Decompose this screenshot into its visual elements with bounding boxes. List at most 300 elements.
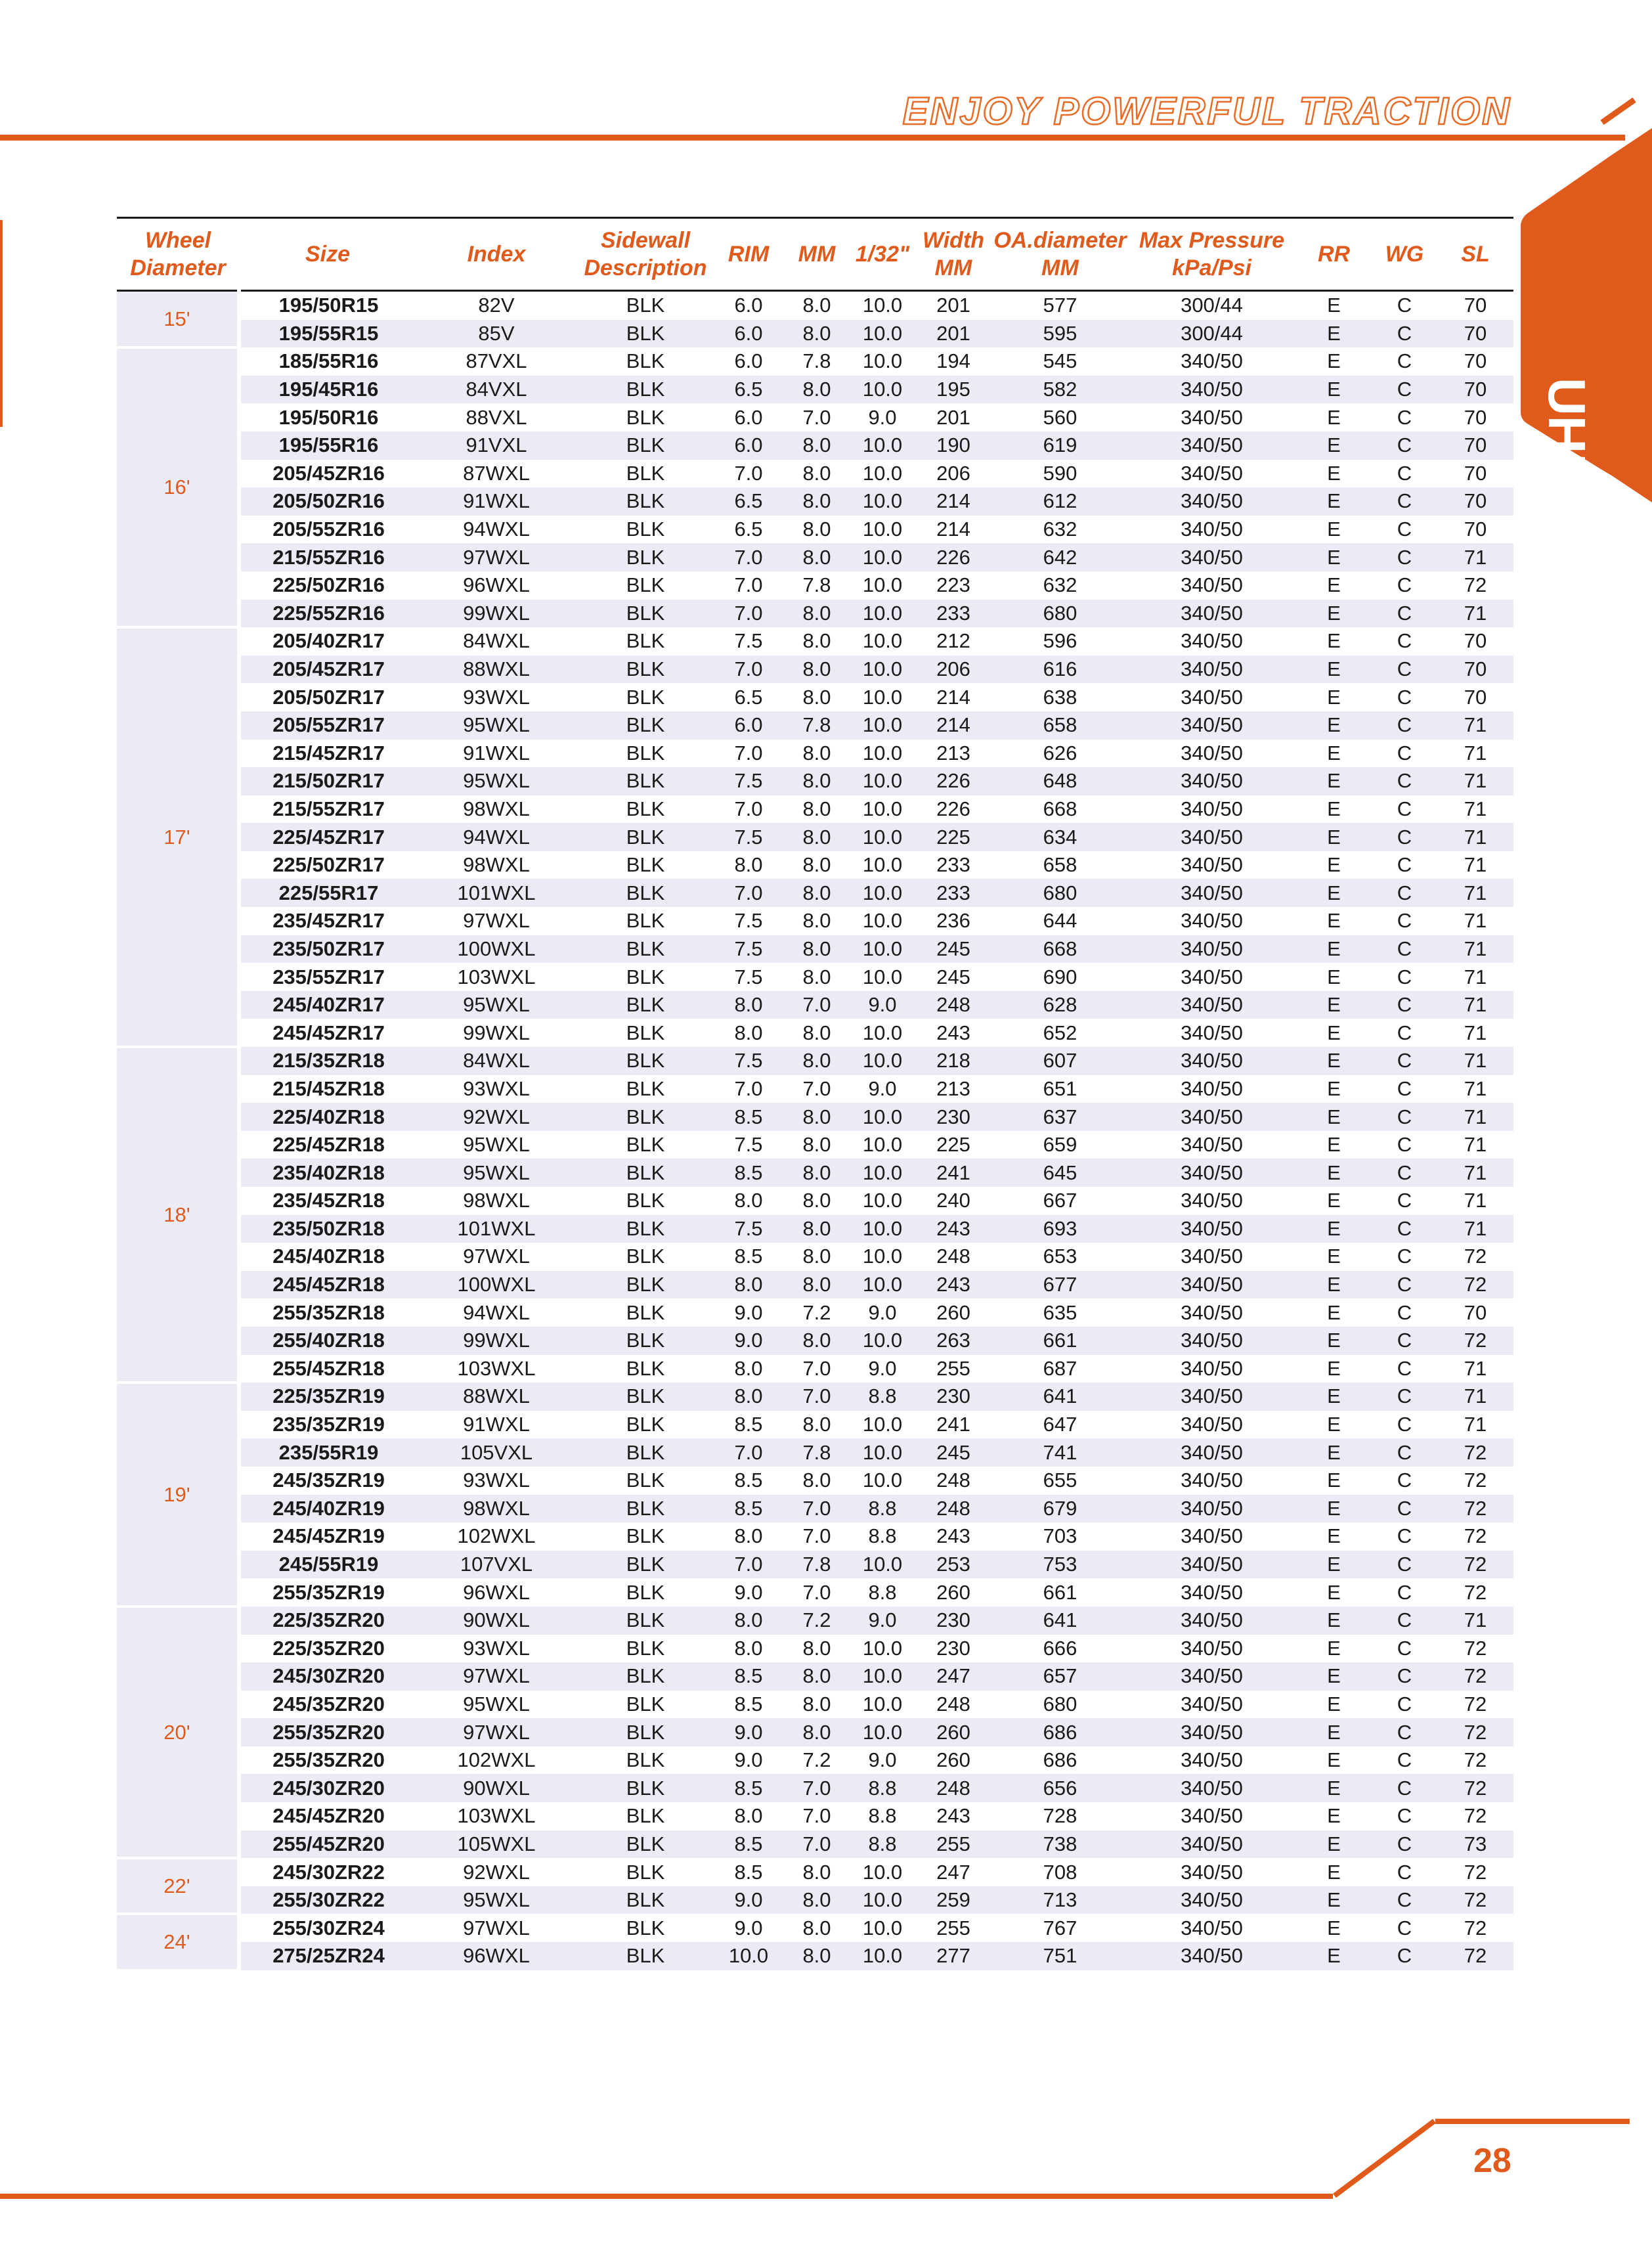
cell-mm: 7.0 [802, 1076, 831, 1100]
cell-sidewall: BLK [576, 543, 714, 571]
cell-oa-diameter: 738 [993, 1830, 1127, 1859]
cell-depth: 10.0 [862, 797, 903, 820]
cell-index: 107VXL [416, 1551, 576, 1579]
col-header-diameter: Wheel Diameter [117, 218, 239, 291]
cell-size: 225/35ZR20 [272, 1636, 385, 1660]
cell-rim: 8.5 [714, 1830, 783, 1859]
cell-width: 225 [914, 823, 993, 851]
cell-sl: 70 [1464, 294, 1487, 317]
cell-max-pressure: 340/50 [1181, 1916, 1243, 1939]
cell-sl: 72 [1464, 1469, 1487, 1492]
cell-rim: 8.0 [714, 991, 783, 1019]
cell-wg: C [1372, 543, 1437, 571]
table-row [117, 1215, 1513, 1243]
cell-width: 243 [914, 1215, 993, 1243]
cell-sl: 71 [1437, 600, 1513, 628]
cell-rr: E [1296, 320, 1372, 348]
cell-oa-diameter: 686 [1043, 1748, 1077, 1772]
cell-index: 84WXL [463, 629, 530, 653]
cell-wg: C [1372, 1327, 1437, 1355]
cell-sidewall: BLK [626, 294, 665, 317]
cell-wg: C [1372, 1718, 1437, 1746]
cell-wg: C [1397, 1860, 1412, 1884]
cell-wg: C [1397, 1189, 1412, 1212]
cell-sl: 71 [1437, 823, 1513, 851]
cell-index: 93WXL [463, 1469, 530, 1492]
cell-oa-diameter: 668 [1043, 797, 1077, 820]
cell-sl: 72 [1464, 1748, 1487, 1772]
cell-sidewall: BLK [626, 349, 665, 373]
cell-rim: 7.0 [734, 573, 763, 597]
cell-mm: 7.0 [802, 1356, 831, 1380]
cell-rim: 7.0 [714, 1551, 783, 1579]
table-row [117, 1327, 1513, 1355]
cell-size: 205/45ZR16 [272, 461, 385, 485]
cell-size: 195/50R16 [278, 405, 379, 429]
cell-mm: 8.0 [783, 1718, 851, 1746]
cell-oa-diameter: 596 [1043, 629, 1077, 653]
table-row [117, 1411, 1513, 1439]
cell-width: 214 [936, 685, 970, 709]
cell-rim: 7.0 [714, 655, 783, 684]
cell-max-pressure: 340/50 [1127, 1606, 1296, 1635]
cell-sl: 70 [1437, 655, 1513, 684]
table-row [117, 795, 1513, 824]
cell-mm: 8.0 [783, 320, 851, 348]
cell-sl: 72 [1464, 1860, 1487, 1884]
cell-depth: 10.0 [862, 294, 903, 317]
cell-wg: C [1397, 909, 1412, 933]
cell-depth: 10.0 [851, 655, 914, 684]
cell-index: 90WXL [416, 1774, 576, 1802]
cell-depth: 10.0 [851, 1047, 914, 1075]
cell-depth: 10.0 [862, 965, 903, 988]
cell-index: 98WXL [463, 797, 530, 820]
cell-rim: 6.0 [734, 405, 763, 429]
cell-width: 206 [936, 461, 970, 485]
cell-sl: 72 [1464, 573, 1487, 597]
cell-max-pressure: 340/50 [1127, 1215, 1296, 1243]
cell-max-pressure: 340/50 [1127, 655, 1296, 684]
cell-size: 255/30ZR22 [239, 1886, 416, 1915]
cell-rim: 9.0 [734, 1748, 763, 1772]
cell-rim: 7.0 [734, 797, 763, 820]
cell-sidewall: BLK [626, 1021, 665, 1044]
table-row [117, 907, 1513, 935]
cell-width: 243 [936, 1804, 970, 1828]
cell-wg: C [1397, 349, 1412, 373]
cell-mm: 8.0 [802, 1189, 831, 1212]
cell-sl: 71 [1437, 935, 1513, 963]
cell-sl: 71 [1464, 1413, 1487, 1436]
cell-index: 91WXL [463, 741, 530, 764]
cell-rr: E [1327, 1469, 1341, 1492]
cell-index: 94WXL [416, 823, 576, 851]
cell-max-pressure: 340/50 [1127, 1327, 1296, 1355]
cell-size: 205/50ZR17 [272, 685, 385, 709]
cell-oa-diameter: 680 [1043, 1692, 1077, 1716]
cell-depth: 10.0 [862, 1916, 903, 1939]
cell-mm: 8.0 [802, 1860, 831, 1884]
cell-depth: 8.8 [851, 1830, 914, 1859]
cell-rim: 7.5 [714, 767, 783, 795]
cell-sidewall: BLK [576, 1830, 714, 1859]
cell-wg: C [1397, 1469, 1412, 1492]
cell-mm: 8.0 [802, 909, 831, 933]
cell-oa-diameter: 661 [1043, 1580, 1077, 1604]
cell-sl: 72 [1437, 1886, 1513, 1915]
cell-wg: C [1397, 741, 1412, 764]
cell-index: 91WXL [463, 1413, 530, 1436]
cell-max-pressure: 340/50 [1181, 1636, 1243, 1660]
cell-rim: 8.0 [734, 1524, 763, 1548]
cell-mm: 7.0 [802, 1804, 831, 1828]
cell-rim: 9.0 [734, 1916, 763, 1939]
cell-width: 225 [936, 1133, 970, 1157]
cell-sidewall: BLK [626, 629, 665, 653]
cell-sidewall: BLK [576, 376, 714, 404]
cell-size: 205/50ZR16 [239, 487, 416, 516]
cell-width: 194 [936, 349, 970, 373]
cell-rim: 6.5 [714, 376, 783, 404]
cell-width: 230 [914, 1103, 993, 1131]
cell-wg: C [1397, 1413, 1412, 1436]
cell-rr: E [1327, 1356, 1341, 1380]
cell-size: 195/55R16 [239, 432, 416, 460]
cell-rim: 8.0 [734, 853, 763, 877]
cell-wg: C [1397, 405, 1412, 429]
cell-wg: C [1397, 1916, 1412, 1939]
cell-rr: E [1327, 1245, 1341, 1268]
page-number: 28 [1473, 2142, 1511, 2180]
table-row [117, 1886, 1513, 1915]
cell-max-pressure: 340/50 [1181, 1469, 1243, 1492]
cell-depth: 9.0 [868, 1356, 897, 1380]
cell-oa-diameter: 635 [1043, 1300, 1077, 1324]
cell-sidewall: BLK [626, 1748, 665, 1772]
cell-index: 93WXL [463, 1076, 530, 1100]
cell-wg: C [1372, 1495, 1437, 1523]
cell-rr: E [1327, 1748, 1341, 1772]
cell-rim: 8.5 [714, 1159, 783, 1187]
cell-width: 233 [914, 879, 993, 907]
cell-rim: 8.0 [734, 1356, 763, 1380]
cell-index: 102WXL [457, 1748, 536, 1772]
cell-index: 101WXL [416, 879, 576, 907]
left-edge-accent [0, 220, 3, 427]
cell-depth: 10.0 [862, 1469, 903, 1492]
cell-size: 215/45ZR17 [272, 741, 385, 764]
cell-rr: E [1327, 1076, 1341, 1100]
cell-mm: 8.0 [802, 797, 831, 820]
cell-size: 215/35ZR18 [239, 1047, 416, 1075]
cell-sl: 71 [1464, 909, 1487, 933]
cell-size: 195/45R16 [239, 376, 416, 404]
cell-size: 245/30ZR20 [239, 1774, 416, 1802]
cell-rr: E [1296, 600, 1372, 628]
table-row [117, 1691, 1513, 1719]
cell-size: 235/40ZR18 [239, 1159, 416, 1187]
cell-rr: E [1327, 685, 1341, 709]
cell-oa-diameter: 582 [993, 376, 1127, 404]
cell-sidewall: BLK [626, 1245, 665, 1268]
cell-size: 235/45ZR17 [272, 909, 385, 933]
cell-rr: E [1296, 1327, 1372, 1355]
cell-oa-diameter: 619 [993, 432, 1127, 460]
cell-oa-diameter: 628 [993, 991, 1127, 1019]
cell-oa-diameter: 595 [993, 320, 1127, 348]
cell-max-pressure: 340/50 [1181, 461, 1243, 485]
cell-rim: 8.5 [714, 1495, 783, 1523]
cell-rr: E [1327, 909, 1341, 933]
cell-depth: 10.0 [851, 711, 914, 740]
cell-wg: C [1397, 1076, 1412, 1100]
cell-max-pressure: 340/50 [1181, 518, 1243, 541]
cell-oa-diameter: 641 [993, 1383, 1127, 1411]
col-header-size: Size [239, 218, 416, 291]
cell-oa-diameter: 647 [1043, 1413, 1077, 1436]
cell-wg: C [1372, 1942, 1437, 1970]
cell-index: 85V [416, 320, 576, 348]
cell-oa-diameter: 686 [993, 1718, 1127, 1746]
cell-depth: 10.0 [862, 461, 903, 485]
cell-sl: 70 [1437, 432, 1513, 460]
cell-rr: E [1327, 294, 1341, 317]
cell-rim: 8.5 [734, 1245, 763, 1268]
cell-size: 245/30ZR20 [239, 1662, 416, 1691]
table-row [117, 460, 1513, 488]
cell-rr: E [1327, 1189, 1341, 1212]
cell-index: 103WXL [457, 1804, 536, 1828]
cell-rr: E [1327, 349, 1341, 373]
cell-size: 225/55ZR16 [239, 600, 416, 628]
cell-depth: 10.0 [851, 1438, 914, 1467]
cell-wg: C [1397, 573, 1412, 597]
category-tab-label: UHP [1538, 378, 1596, 489]
cell-index: 102WXL [457, 1524, 536, 1548]
cell-width: 248 [936, 1245, 970, 1268]
cell-wg: C [1397, 1580, 1412, 1604]
cell-index: 97WXL [463, 1916, 530, 1939]
cell-max-pressure: 340/50 [1127, 767, 1296, 795]
cell-wg: C [1372, 600, 1437, 628]
cell-rim: 7.5 [714, 1215, 783, 1243]
cell-mm: 8.0 [802, 685, 831, 709]
cell-size: 255/45ZR18 [272, 1356, 385, 1380]
cell-sl: 71 [1437, 991, 1513, 1019]
cell-rim: 7.0 [714, 600, 783, 628]
table-row [117, 600, 1513, 628]
table-row [117, 655, 1513, 684]
cell-sidewall: BLK [626, 1636, 665, 1660]
col-header-rr: RR [1296, 218, 1372, 291]
cell-index: 92WXL [463, 1860, 530, 1884]
cell-oa-diameter: 645 [993, 1159, 1127, 1187]
cell-mm: 8.0 [783, 823, 851, 851]
cell-depth: 8.8 [851, 1495, 914, 1523]
cell-sidewall: BLK [626, 1413, 665, 1436]
cell-oa-diameter: 661 [993, 1327, 1127, 1355]
cell-size: 225/35ZR19 [239, 1383, 416, 1411]
cell-depth: 10.0 [862, 518, 903, 541]
cell-index: 97WXL [463, 1245, 530, 1268]
table-row [117, 1718, 1513, 1746]
cell-size: 245/45ZR19 [272, 1524, 385, 1548]
col-header-oa-diameter: OA.diameter MM [993, 218, 1127, 291]
cell-sidewall: BLK [626, 1692, 665, 1716]
cell-depth: 10.0 [851, 879, 914, 907]
cell-max-pressure: 340/50 [1127, 1103, 1296, 1131]
cell-rim: 8.0 [714, 1383, 783, 1411]
cell-size: 195/50R15 [278, 294, 379, 317]
cell-width: 260 [936, 1748, 970, 1772]
cell-depth: 10.0 [862, 1189, 903, 1212]
cell-wg: C [1397, 1524, 1412, 1548]
cell-sidewall: BLK [576, 767, 714, 795]
table-header [117, 218, 1513, 291]
cell-index: 99WXL [416, 1327, 576, 1355]
cell-oa-diameter: 560 [1043, 405, 1077, 429]
cell-oa-diameter: 616 [993, 655, 1127, 684]
cell-size: 235/55R19 [239, 1438, 416, 1467]
table-row [117, 1495, 1513, 1523]
cell-mm: 8.0 [802, 853, 831, 877]
cell-sl: 70 [1437, 376, 1513, 404]
cell-oa-diameter: 637 [993, 1103, 1127, 1131]
cell-index: 97WXL [416, 1662, 576, 1691]
cell-width: 236 [936, 909, 970, 933]
table-row [117, 1522, 1513, 1551]
cell-rr: E [1296, 1047, 1372, 1075]
table-row [117, 347, 1513, 376]
cell-rr: E [1296, 991, 1372, 1019]
cell-wg: C [1372, 1047, 1437, 1075]
cell-max-pressure: 340/50 [1181, 1021, 1243, 1044]
cell-mm: 7.0 [802, 1524, 831, 1548]
table-row [117, 1019, 1513, 1047]
cell-wheel-diameter: 22' [117, 1858, 239, 1914]
cell-sidewall: BLK [576, 1159, 714, 1187]
cell-index: 84WXL [416, 1047, 576, 1075]
cell-oa-diameter: 751 [993, 1942, 1127, 1970]
cell-rr: E [1327, 741, 1341, 764]
col-header-width: Width MM [914, 218, 993, 291]
cell-mm: 7.8 [783, 711, 851, 740]
cell-max-pressure: 340/50 [1127, 1718, 1296, 1746]
cell-width: 226 [914, 767, 993, 795]
cell-width: 247 [936, 1860, 970, 1884]
cell-rr: E [1296, 1271, 1372, 1299]
cell-sidewall: BLK [576, 1551, 714, 1579]
cell-max-pressure: 340/50 [1127, 1551, 1296, 1579]
cell-width: 213 [936, 741, 970, 764]
cell-depth: 9.0 [868, 1300, 897, 1324]
cell-max-pressure: 340/50 [1127, 1886, 1296, 1915]
cell-wg: C [1372, 1271, 1437, 1299]
col-header-sidewall: Sidewall Description [576, 218, 714, 291]
cell-wg: C [1397, 1636, 1412, 1660]
cell-max-pressure: 340/50 [1127, 1159, 1296, 1187]
cell-max-pressure: 340/50 [1181, 629, 1243, 653]
table-row [117, 291, 1513, 320]
cell-rr: E [1327, 1860, 1341, 1884]
cell-rr: E [1296, 1159, 1372, 1187]
cell-sl: 71 [1437, 767, 1513, 795]
cell-depth: 10.0 [851, 543, 914, 571]
cell-oa-diameter: 632 [1043, 573, 1077, 597]
table-row [117, 1103, 1513, 1131]
cell-mm: 8.0 [802, 1692, 831, 1716]
cell-rim: 10.0 [714, 1942, 783, 1970]
cell-max-pressure: 340/50 [1181, 1524, 1243, 1548]
cell-rr: E [1327, 1804, 1341, 1828]
cell-depth: 10.0 [862, 909, 903, 933]
cell-rr: E [1296, 1718, 1372, 1746]
cell-index: 94WXL [463, 1300, 530, 1324]
cell-mm: 8.0 [783, 655, 851, 684]
cell-sl: 72 [1464, 1524, 1487, 1548]
cell-wheel-diameter: 18' [117, 1047, 239, 1383]
cell-rr: E [1296, 1215, 1372, 1243]
cell-sidewall: BLK [626, 1580, 665, 1604]
cell-rim: 9.0 [714, 1327, 783, 1355]
cell-sidewall: BLK [576, 487, 714, 516]
cell-sl: 71 [1464, 1133, 1487, 1157]
cell-width: 201 [936, 294, 970, 317]
cell-mm: 8.0 [783, 1159, 851, 1187]
cell-wheel-diameter: 15' [117, 291, 239, 348]
cell-max-pressure: 340/50 [1127, 1774, 1296, 1802]
cell-depth: 10.0 [851, 1942, 914, 1970]
cell-max-pressure: 340/50 [1127, 1271, 1296, 1299]
cell-sidewall: BLK [576, 1103, 714, 1131]
cell-wg: C [1372, 655, 1437, 684]
cell-rr: E [1296, 1830, 1372, 1859]
table-row [117, 432, 1513, 460]
cell-sl: 70 [1464, 629, 1487, 653]
cell-rim: 9.0 [714, 1718, 783, 1746]
cell-depth: 10.0 [851, 1327, 914, 1355]
cell-mm: 7.0 [783, 991, 851, 1019]
cell-index: 92WXL [416, 1103, 576, 1131]
cell-max-pressure: 340/50 [1127, 1383, 1296, 1411]
cell-index: 99WXL [416, 600, 576, 628]
cell-sl: 72 [1464, 1804, 1487, 1828]
cell-wg: C [1372, 1606, 1437, 1635]
cell-rr: E [1296, 487, 1372, 516]
table-row [117, 1047, 1513, 1075]
cell-sl: 71 [1464, 1076, 1487, 1100]
cell-size: 205/55ZR16 [272, 518, 385, 541]
cell-wg: C [1397, 294, 1412, 317]
cell-depth: 9.0 [868, 1076, 897, 1100]
table-row [117, 1075, 1513, 1103]
cell-rr: E [1327, 1692, 1341, 1716]
cell-sidewall: BLK [626, 1469, 665, 1492]
cell-sidewall: BLK [576, 823, 714, 851]
cell-wg: C [1397, 1356, 1412, 1380]
cell-index: 95WXL [463, 1692, 530, 1716]
cell-max-pressure: 340/50 [1181, 797, 1243, 820]
cell-size: 215/55ZR17 [272, 797, 385, 820]
cell-mm: 7.8 [802, 573, 831, 597]
table-row [117, 1159, 1513, 1187]
table-row [117, 1187, 1513, 1215]
cell-depth: 10.0 [851, 823, 914, 851]
cell-oa-diameter: 658 [993, 711, 1127, 740]
cell-index: 95WXL [416, 991, 576, 1019]
cell-sidewall: BLK [576, 1718, 714, 1746]
